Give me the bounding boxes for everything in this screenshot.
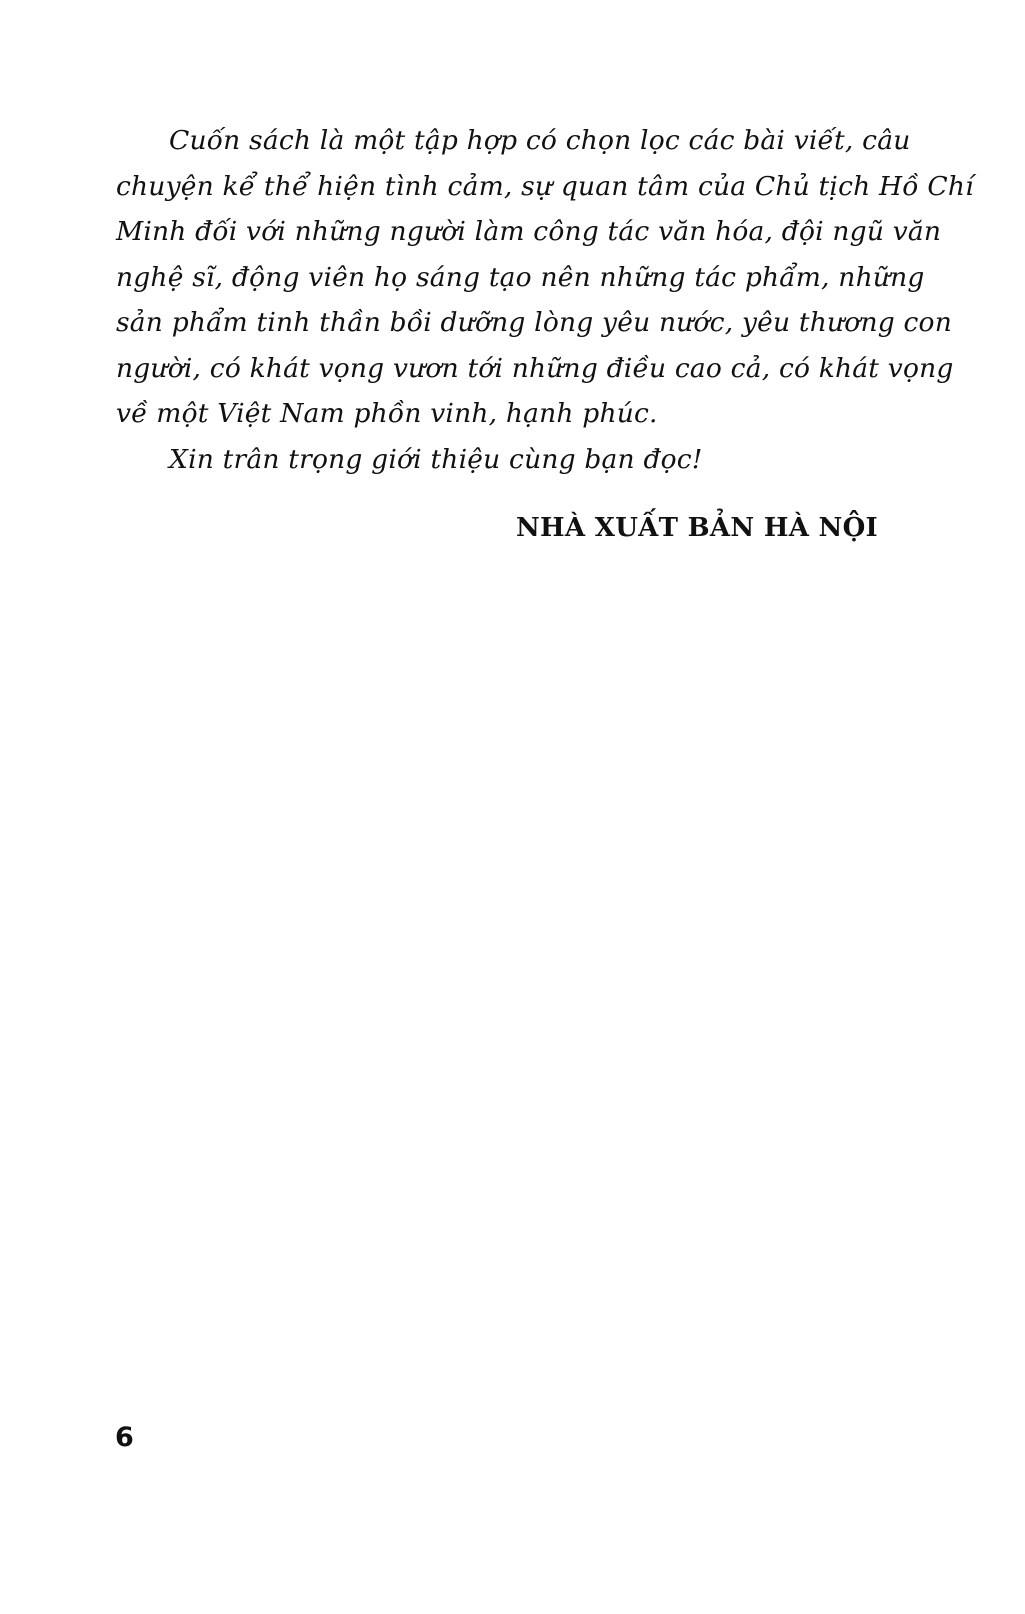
closing-line: Xin trân trọng giới thiệu cùng bạn đọc! [169, 443, 703, 475]
paragraph-line: nghệ sĩ, động viên họ sáng tạo nên những tác phẩm, những [116, 261, 925, 293]
paragraph-line: chuyện kể thể hiện tình cảm, sự quan tâm của Chủ tịch Hồ Chí [116, 170, 974, 202]
paragraph-line: sản phẩm tinh thần bồi dưỡng lòng yêu nước, yêu thương con [116, 307, 952, 338]
publisher-signature: NHÀ XUẤT BẢN HÀ NỘI [515, 513, 878, 543]
page-number: 6 [115, 1422, 134, 1453]
paragraph-line: Cuốn sách là một tập hợp có chọn lọc các bài viết, câu [169, 125, 911, 156]
paragraph-line: về một Việt Nam phồn vinh, hạnh phúc. [116, 398, 658, 429]
paragraph-line: người, có khát vọng vươn tới những điều cao cả, có khát vọng [116, 352, 954, 384]
paragraph-line: Minh đối với những người làm công tác văn hóa, đội ngũ văn [116, 216, 942, 247]
body-text [116, 118, 974, 482]
